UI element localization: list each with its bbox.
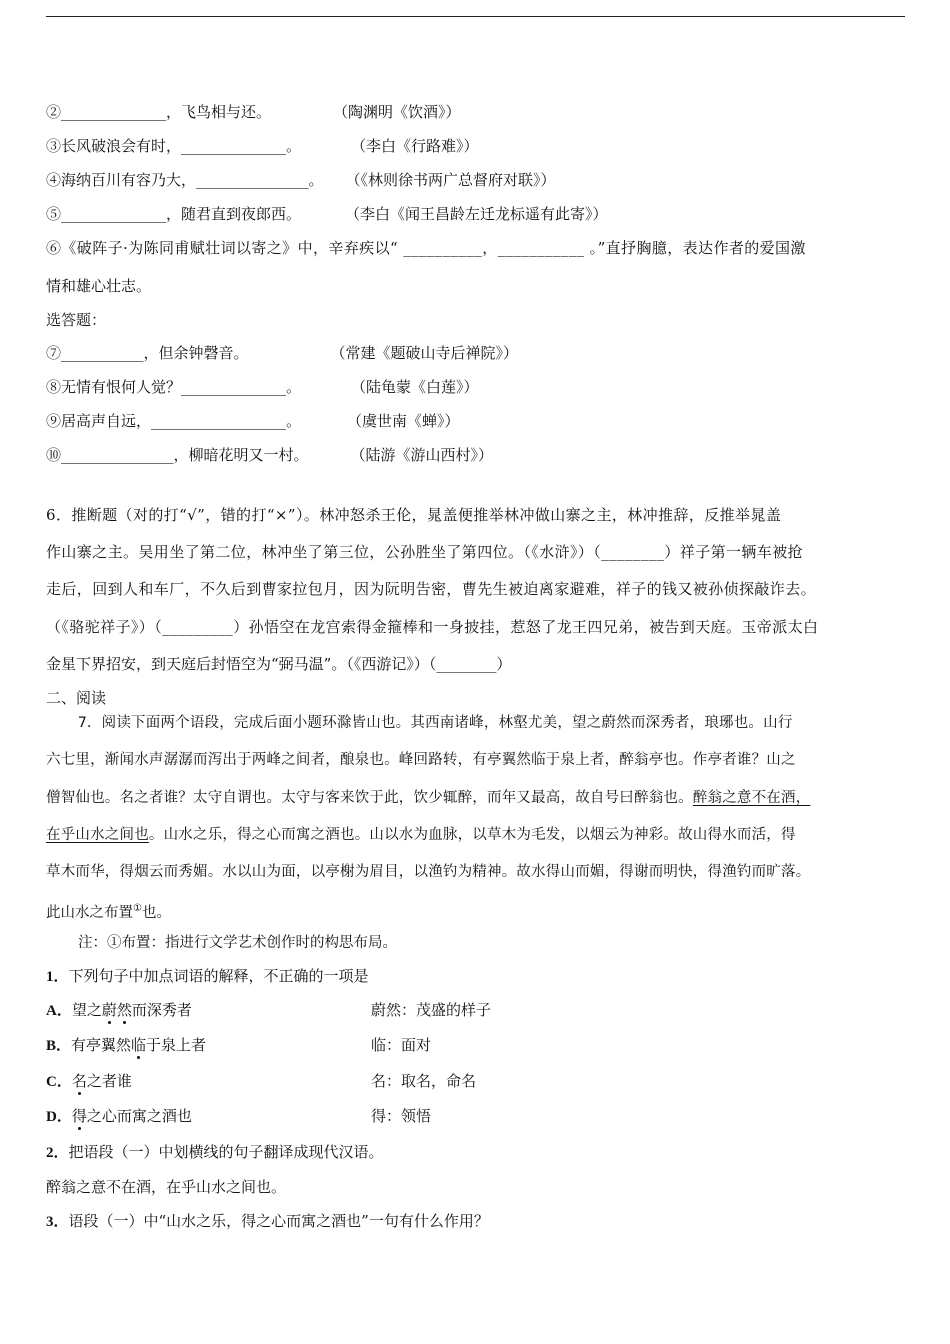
subquestion-3 (46, 1211, 489, 1232)
passage-line-6 (46, 899, 171, 923)
dotted-word (72, 1072, 87, 1090)
fill-item-10 (46, 445, 493, 465)
option-b (46, 1035, 646, 1056)
question-stem: 语段（一）中“山水之乐，得之心而寓之酒也”一句有什么作用？ (68, 1212, 489, 1230)
answer-blank: ______________ (61, 205, 167, 223)
fill-item-8 (46, 377, 479, 397)
verse-end: 。 (286, 378, 302, 396)
answer-blank: _______________ (61, 446, 174, 464)
option-letter: B． (46, 1038, 72, 1054)
answer-blank: ___________ (61, 344, 144, 362)
option-letter: A． (46, 1003, 72, 1019)
judge-line-2: 作山寨之主。吴用坐了第二位，林冲坐了第三位，公孙胜坐了第四位。（《水浒》）（________）祥子第一辆车被抢 (46, 543, 804, 561)
verse-source: （《林则徐书两广总督府对联》） (345, 171, 556, 189)
item-number: ⑧ (46, 378, 62, 396)
verse-text: ，但余钟磬音。 (143, 344, 249, 362)
verse-source: （李白《闻王昌龄左迁龙标遥有此寄》） (345, 205, 608, 223)
option-explanation: 蔚然：茂盛的样子 (371, 1001, 492, 1019)
translate-sentence: 醉翁之意不在酒，在乎山水之间也。 (46, 1178, 287, 1196)
item-number: ⑦ (46, 344, 62, 362)
option-text: 有亭翼然 (71, 1036, 132, 1054)
dotted-char: 临 (131, 1036, 147, 1054)
question-stem: 下列句子中加点词语的解释，不正确的一项是 (68, 967, 369, 985)
verse-source: （陆龟蒙《白莲》） (351, 378, 479, 396)
option-text: 望之 (71, 1001, 102, 1019)
option-explanation: 临：面对 (371, 1036, 432, 1054)
passage-line-4 (46, 825, 796, 845)
verse-end: 。 (286, 137, 302, 155)
passage-text: 僧智仙也。名之者谁？太守自谓也。太守与客来饮于此，饮少辄醉，而年又最高，故自号曰醉翁也。 (46, 790, 693, 806)
fill-item-7 (46, 343, 518, 363)
question-number: 2． (46, 1145, 69, 1161)
verse-text: ，柳暗花明又一村。 (173, 446, 309, 464)
judge-line-4: （《骆驼祥子》）（_________）孙悟空在龙宫索得金箍棒和一身披挂，惹怒了龙王四兄弟，被告到天庭。玉帝派太白 (46, 618, 819, 636)
fill-item-4 (46, 170, 556, 190)
question-number: 1． (46, 969, 69, 985)
question-number: 3． (46, 1214, 69, 1230)
verse-source: （陆游《游山西村》） (350, 446, 494, 464)
footnote-marker: ① (133, 903, 142, 914)
question-stem: 把语段（一）中划横线的句子翻译成现代汉语。 (68, 1143, 384, 1161)
fill-item-6-line1: ⑥《破阵子·为陈同甫赋壮词以寄之》中，辛弃疾以“ __________，___________ 。”直抒胸臆，表达作者的爱国激 (46, 239, 806, 257)
verse-text: 海纳百川有容乃大， (61, 171, 197, 189)
item-number: ③ (46, 137, 62, 155)
option-text: 之心而寓之酒也 (86, 1107, 192, 1125)
dotted-char: 然 (116, 1001, 132, 1019)
fill-item-5 (46, 204, 608, 224)
verse-text: ，飞鸟相与还。 (166, 103, 272, 121)
option-text: 而深秀者 (131, 1001, 192, 1019)
option-explanation: 得：领悟 (371, 1107, 432, 1125)
item-number: ⑨ (46, 412, 62, 430)
verse-source: （常建《题破山寺后禅院》） (330, 344, 519, 362)
verse-source: （陶渊明《饮酒》） (333, 103, 461, 121)
option-c (46, 1071, 646, 1092)
answer-blank: _______________ (196, 171, 309, 189)
passage-line-3 (46, 788, 810, 808)
option-letter: D． (46, 1109, 72, 1125)
answer-blank: ______________ (181, 137, 287, 155)
answer-blank: ______________ (181, 378, 287, 396)
header-rule (46, 16, 905, 17)
subquestion-1 (46, 966, 369, 987)
underlined-sentence: 在乎山水之间也 (46, 827, 149, 843)
dotted-char: 得 (71, 1107, 87, 1125)
optional-label: 选答题： (46, 311, 107, 329)
verse-text: 长风破浪会有时， (61, 137, 182, 155)
option-explanation: 名：取名，命名 (371, 1072, 477, 1090)
passage-line-1: 7．阅读下面两个语段，完成后面小题环滁皆山也。其西南诸峰，林壑尤美，望之蔚然而深秀者，琅琊也。山行 (78, 715, 793, 731)
passage-line-5: 草木而华，得烟云而秀媚。水以山为面，以亭榭为眉目，以渔钓为精神。故水得山而媚，得谢而明快，得渔钓而旷落。 (46, 864, 811, 880)
answer-blank: __________________ (151, 412, 287, 430)
judge-line-3: 走后，回到人和车厂，不久后到曹家拉包月，因为阮明告密，曹先生被迫离家避难，祥子的钱又被孙侦探敲诈去。 (46, 580, 817, 598)
verse-source: （李白《行路难》） (351, 137, 479, 155)
underlined-sentence: 醉翁之意不在酒， (692, 790, 811, 806)
fill-item-2 (46, 102, 461, 122)
option-text: 于泉上者 (146, 1036, 207, 1054)
verse-source: （虞世南《蝉》） (347, 412, 460, 430)
judge-line-1: 6．推断题（对的打“√”，错的打“×”）。林冲怒杀王伦，晁盖便推举林冲做山寨之主，林冲推辞，反推举晁盖 (46, 506, 782, 524)
judge-line-5: 金星下界招安，到天庭后封悟空为“弼马温”。（《西游记》）（________） (46, 655, 512, 673)
answer-blank: ______________ (61, 103, 167, 121)
footnote: 注：①布置：指进行文学艺术创作时的构思布局。 (78, 935, 397, 951)
passage-text: 此山水之布置 (46, 904, 133, 921)
option-text: 之者谁 (86, 1072, 132, 1090)
passage-text: 。山水之乐，得之心而寓之酒也。山以水为血脉，以草木为毛发，以烟云为神彩。故山得水而活，得 (148, 827, 796, 843)
dotted-word (72, 1107, 87, 1125)
dotted-char: 蔚 (101, 1001, 117, 1019)
dotted-word (131, 1036, 146, 1054)
item-number: ⑩ (46, 446, 62, 464)
item-number: ④ (46, 171, 62, 189)
verse-text: 无情有恨何人觉？ (61, 378, 182, 396)
fill-item-3 (46, 136, 479, 156)
verse-text: ，随君直到夜郎西。 (166, 205, 302, 223)
verse-end: 。 (308, 171, 324, 189)
passage-line-2: 六七里，渐闻水声潺潺而泻出于两峰之间者，酿泉也。峰回路转，有亭翼然临于泉上者，醉翁亭也。作亭者谁？山之 (46, 752, 796, 768)
fill-item-6-line2: 情和雄心壮志。 (46, 277, 152, 295)
section-title: 二、阅读 (46, 689, 107, 707)
fill-item-9 (46, 411, 460, 431)
dotted-word (102, 1001, 132, 1019)
option-d (46, 1106, 646, 1127)
verse-end: 。 (286, 412, 302, 430)
subquestion-2 (46, 1142, 384, 1163)
verse-text: 居高声自远， (61, 412, 152, 430)
item-number: ② (46, 103, 62, 121)
item-number: ⑤ (46, 205, 62, 223)
dotted-char: 名 (71, 1072, 87, 1090)
option-letter: C． (46, 1074, 72, 1090)
option-a (46, 1000, 646, 1021)
passage-text: 也。 (141, 904, 171, 921)
